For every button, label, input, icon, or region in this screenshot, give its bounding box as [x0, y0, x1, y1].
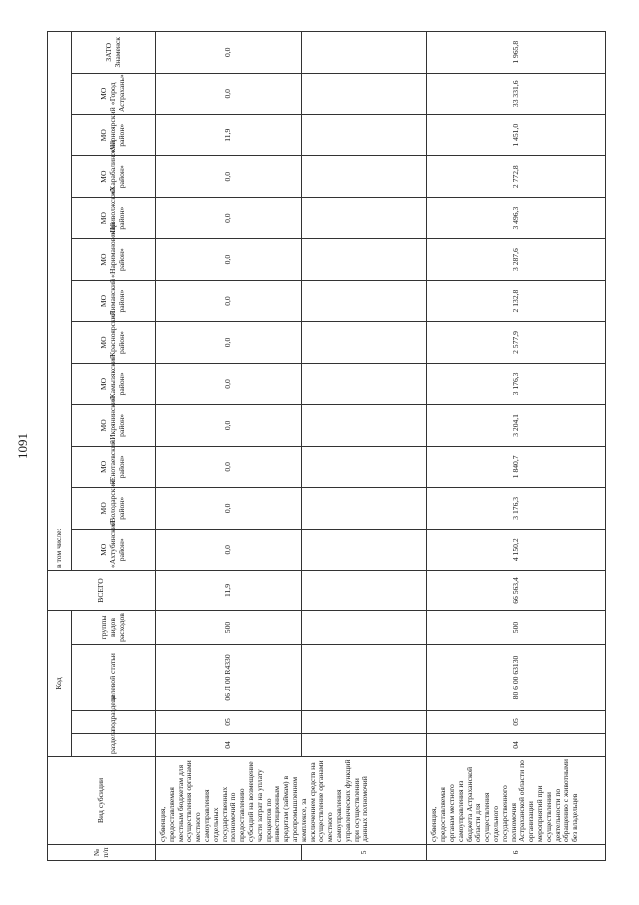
table-row	[427, 31, 606, 860]
row-value	[302, 363, 427, 404]
header-zato-znamensk: ЗАТО Знаменск	[72, 31, 156, 73]
row-value: 4 150,2	[427, 529, 606, 570]
row-value: 1 451,0	[427, 115, 606, 156]
table-row	[302, 31, 427, 860]
header-mo-enotaevsky: МО «Енотаевский район»	[72, 446, 156, 487]
header-razdel: раздела	[72, 734, 156, 757]
header-podrazdel: подраздела	[72, 711, 156, 734]
row-value: 0,0	[156, 73, 302, 114]
subsidy-distribution-table	[47, 31, 606, 861]
header-mo-volodarsky: МО «Володарский район»	[72, 488, 156, 529]
row-value	[302, 405, 427, 446]
header-mo-chernoyarsky: МО «Черноярский район»	[72, 115, 156, 156]
row-value	[302, 197, 427, 238]
row-value	[302, 488, 427, 529]
row-value: 0,0	[156, 363, 302, 404]
row-total	[302, 570, 427, 610]
row-description: субвенция, предоставляемая местным бюджетам для осуществления органами местного самоуправления отдельных государственных полномочий по предоставлению субсидий на возмещение части затрат на уплату процентов по инвестиционным кредитам (займам) в агропромышленном комплексе, за исключением средств на осуществление органами местного самоуправления управленческих функций при осуществлении данных полномочий	[156, 757, 427, 845]
row-value: 2 772,8	[427, 156, 606, 197]
row-total: 66 563,4	[427, 570, 606, 610]
header-code: Код	[48, 610, 72, 756]
header-statya: целевой статьи	[72, 645, 156, 711]
row-razdel: 04	[427, 734, 606, 757]
row-value: 2 577,9	[427, 322, 606, 363]
header-no: № п/п	[48, 845, 156, 861]
row-value	[302, 73, 427, 114]
row-statya	[302, 645, 427, 711]
row-value: 0,0	[156, 197, 302, 238]
row-value: 3 176,3	[427, 488, 606, 529]
row-podrazdel	[302, 711, 427, 734]
row-value	[302, 31, 427, 73]
row-value	[302, 446, 427, 487]
row-razdel	[302, 734, 427, 757]
row-statya: 06 Л 00 R4330	[156, 645, 302, 711]
header-mo-kamyzyaksky: МО «Камызякский район»	[72, 363, 156, 404]
row-value	[302, 529, 427, 570]
row-description: субвенция, предоставляемая органам местного самоуправления из бюджета Астраханской области для осуществления отдельного государственного полномочия Астраханской области по организации мероприятий при осуществлении деятельности по обращению с животными без владельцев	[427, 757, 606, 845]
row-podrazdel: 05	[156, 711, 302, 734]
row-vid	[302, 610, 427, 644]
row-razdel: 04	[156, 734, 302, 757]
row-value	[302, 322, 427, 363]
row-podrazdel: 05	[427, 711, 606, 734]
header-mo-akhtubinsky: МО «Ахтубинский район»	[72, 529, 156, 570]
row-value: 0,0	[156, 529, 302, 570]
row-statya: 80 6 00 63130	[427, 645, 606, 711]
row-value	[302, 156, 427, 197]
header-including: в том числе:	[48, 31, 72, 570]
header-mo-privolzhsky: МО «Приволжский район»	[72, 197, 156, 238]
row-value	[302, 280, 427, 321]
row-value	[302, 115, 427, 156]
page-number: 1091	[15, 433, 30, 459]
row-value: 0,0	[156, 446, 302, 487]
row-value: 1 840,7	[427, 446, 606, 487]
header-mo-limansky: МО «Лиманский район»	[72, 280, 156, 321]
header-mo-narimanovsky: МО «Наримановский район»	[72, 239, 156, 280]
row-value: 0,0	[156, 31, 302, 73]
row-no: 6	[427, 845, 606, 861]
header-mo-krasnoyarsky: МО «Красноярский район»	[72, 322, 156, 363]
row-value	[302, 239, 427, 280]
row-value: 3 287,6	[427, 239, 606, 280]
row-value: 0,0	[156, 322, 302, 363]
header-mo-kharabalinsky: МО «Харабалинский район»	[72, 156, 156, 197]
row-no	[156, 845, 302, 861]
row-value: 0,0	[156, 156, 302, 197]
header-subsidy-type: Вид субсидии	[48, 757, 156, 845]
row-value: 2 132,8	[427, 280, 606, 321]
table-row	[156, 31, 302, 860]
row-value: 3 204,1	[427, 405, 606, 446]
row-total: 11,9	[156, 570, 302, 610]
header-vid-rashodov: группы видов расходов	[72, 610, 156, 644]
row-value: 0,0	[156, 405, 302, 446]
header-mo-ikryaninsky: МО «Икрянинский район»	[72, 405, 156, 446]
row-vid: 500	[427, 610, 606, 644]
row-value: 3 496,3	[427, 197, 606, 238]
row-value: 1 965,8	[427, 31, 606, 73]
row-value: 0,0	[156, 280, 302, 321]
row-value: 11,9	[156, 115, 302, 156]
row-value: 0,0	[156, 488, 302, 529]
row-value: 33 331,6	[427, 73, 606, 114]
subsidy-distribution-table-sheet	[47, 32, 606, 861]
header-total: ВСЕГО	[48, 570, 156, 610]
header-mo-astrakhan: МО «Город Астрахань»	[72, 73, 156, 114]
row-value: 0,0	[156, 239, 302, 280]
row-vid: 500	[156, 610, 302, 644]
row-no: 5	[302, 845, 427, 861]
row-value: 3 176,3	[427, 363, 606, 404]
